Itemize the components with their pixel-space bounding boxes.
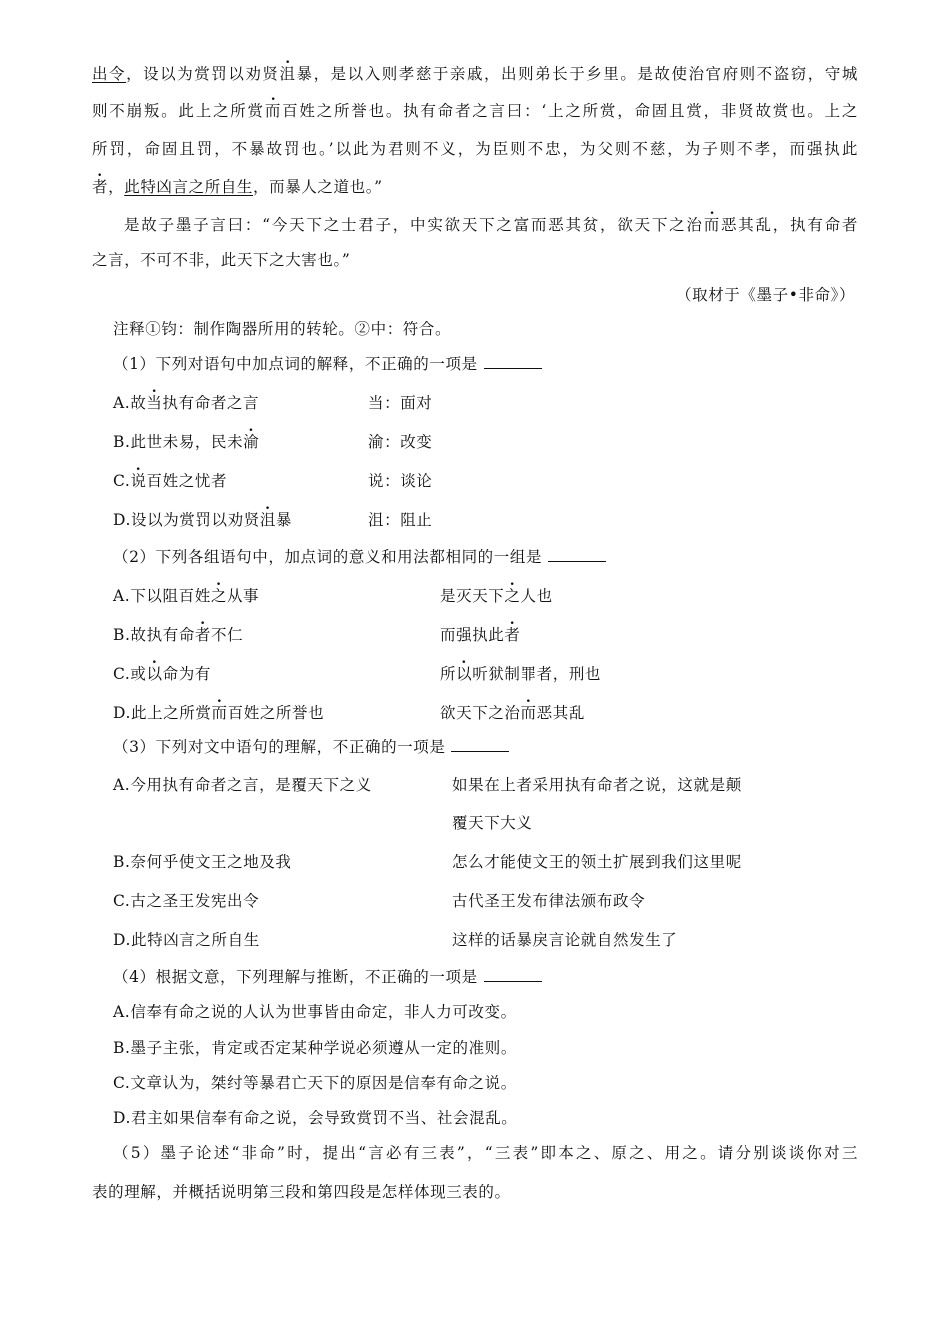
- dotted-char: 当: [146, 394, 163, 412]
- passage-line: 出令，设以为赏罚以劝贤沮暴，是以入则孝慈于亲戚，出则弟长于乡里。是故使治官府则不盗窃，守城: [92, 65, 858, 83]
- q1-gloss-b: 渝：改变: [368, 433, 433, 451]
- q3-option-a-right: 如果在上者采用执有命者之说，这就是颠: [452, 776, 742, 794]
- answer-blank[interactable]: [484, 354, 542, 369]
- q2-option-c-left: C.或以命为有: [113, 665, 211, 683]
- q1-gloss-a: 当：面对: [368, 394, 433, 412]
- q1-option-b: B.此世未易，民未渝: [113, 433, 260, 451]
- dotted-char: 之: [210, 587, 227, 605]
- q2-option-b-left: B.故执有命者不仁: [113, 626, 244, 644]
- q1-gloss-c: 说：谈论: [368, 472, 433, 490]
- q1-option-c: C.说百姓之忧者: [113, 472, 228, 490]
- passage-line: 所罚，命固且罚，不暴故罚也。’以此为君则不义，为臣则不忠，为父则不慈，为子则不孝，而强执此: [92, 140, 858, 158]
- answer-blank[interactable]: [484, 967, 542, 982]
- dotted-char: 以: [456, 665, 473, 683]
- question-5-stem: （5）墨子论述“非命”时，提出“言必有三表”，“三表”即本之、原之、用之。请分别谈谈你对三: [113, 1144, 858, 1162]
- dotted-char: 而: [520, 704, 537, 722]
- q1-option-a: A.故当执有命者之言: [113, 394, 260, 412]
- q3-option-a-left: A.今用执有命者之言，是覆天下之义: [113, 776, 372, 794]
- underlined-sentence: 此特凶言之所自生: [124, 178, 254, 196]
- passage-line: 则不崩叛。此上之所赏而百姓之所誉也。执有命者之言曰：‘上之所赏，命固且赏，非贤故赏也。上之: [92, 102, 858, 120]
- annotation-notes: 注释①钧：制作陶器所用的转轮。②中：符合。: [113, 320, 452, 338]
- q1-gloss-d: 沮：阻止: [368, 511, 433, 529]
- dotted-char: 者: [92, 178, 109, 196]
- q1-option-d: D.设以为赏罚以劝贤沮暴: [113, 511, 293, 529]
- passage-line: 者，此特凶言之所自生，而暴人之道也。”: [92, 178, 383, 196]
- dotted-char: 沮: [259, 511, 276, 529]
- dotted-char: 以: [146, 665, 163, 683]
- q2-option-a-left: A.下以阻百姓之从事: [113, 587, 260, 605]
- answer-blank[interactable]: [548, 547, 606, 562]
- passage-line: 之言，不可不非，此天下之大害也。”: [92, 251, 351, 269]
- answer-blank[interactable]: [451, 737, 509, 752]
- q4-option-a: A.信奉有命之说的人认为世事皆由命定，非人力可改变。: [113, 1003, 517, 1021]
- question-4-stem: （4）根据文意，下列理解与推断，不正确的一项是: [113, 967, 542, 987]
- q3-option-c-right: 古代圣王发布律法颁布政令: [452, 892, 646, 910]
- q2-option-d-left: D.此上之所赏而百姓之所誉也: [113, 704, 325, 722]
- q2-option-c-right: 所以听狱制罪者，刑也: [440, 665, 602, 683]
- q3-option-a-right-cont: 覆天下大义: [452, 814, 533, 832]
- dotted-char: 渝: [243, 433, 260, 451]
- dotted-char: 说: [130, 472, 147, 490]
- dotted-char: 者: [194, 626, 212, 644]
- passage-line: 是故子墨子言曰：“今天下之士君子，中实欲天下之富而恶其贫，欲天下之治而恶其乱，执有命者: [124, 216, 858, 234]
- question-2-stem: （2）下列各组语句中，加点词的意义和用法都相同的一组是: [113, 547, 606, 567]
- question-1-stem: （1）下列对语句中加点词的解释，不正确的一项是: [113, 354, 542, 374]
- q3-option-b-left: B.奈何乎使文王之地及我: [113, 853, 292, 871]
- q4-option-d: D.君主如果信奉有命之说，会导致赏罚不当、社会混乱。: [113, 1109, 518, 1127]
- source-citation: （取材于《墨子•非命》）: [676, 286, 856, 304]
- q4-option-b: B.墨子主张，肯定或否定某种学说必须遵从一定的准则。: [113, 1039, 517, 1057]
- dotted-char: 之: [504, 587, 521, 605]
- dotted-char: 而: [703, 216, 721, 234]
- underlined-phrase: 出令: [92, 65, 127, 83]
- question-5-stem-cont: 表的理解，并概括说明第三段和第四段是怎样体现三表的。: [92, 1183, 511, 1201]
- q4-option-c: C.文章认为，桀纣等暴君亡天下的原因是信奉有命之说。: [113, 1074, 517, 1092]
- dotted-char: 而: [211, 704, 228, 722]
- question-3-stem: （3）下列对文中语句的理解，不正确的一项是: [113, 737, 509, 757]
- q3-option-d-left: D.此特凶言之所自生: [113, 931, 260, 949]
- q2-option-d-right: 欲天下之治而恶其乱: [440, 704, 585, 722]
- q2-option-b-right: 而强执此者: [440, 626, 521, 644]
- q2-option-a-right: 是灭天下之人也: [440, 587, 553, 605]
- dotted-char: 者: [504, 626, 521, 644]
- q3-option-b-right: 怎么才能使文王的领土扩展到我们这里呢: [452, 853, 742, 871]
- dotted-char: 沮: [279, 65, 297, 83]
- dotted-char: 而: [264, 102, 283, 120]
- q3-option-d-right: 这样的话暴戾言论就自然发生了: [452, 931, 678, 949]
- q3-option-c-left: C.古之圣王发宪出令: [113, 892, 260, 910]
